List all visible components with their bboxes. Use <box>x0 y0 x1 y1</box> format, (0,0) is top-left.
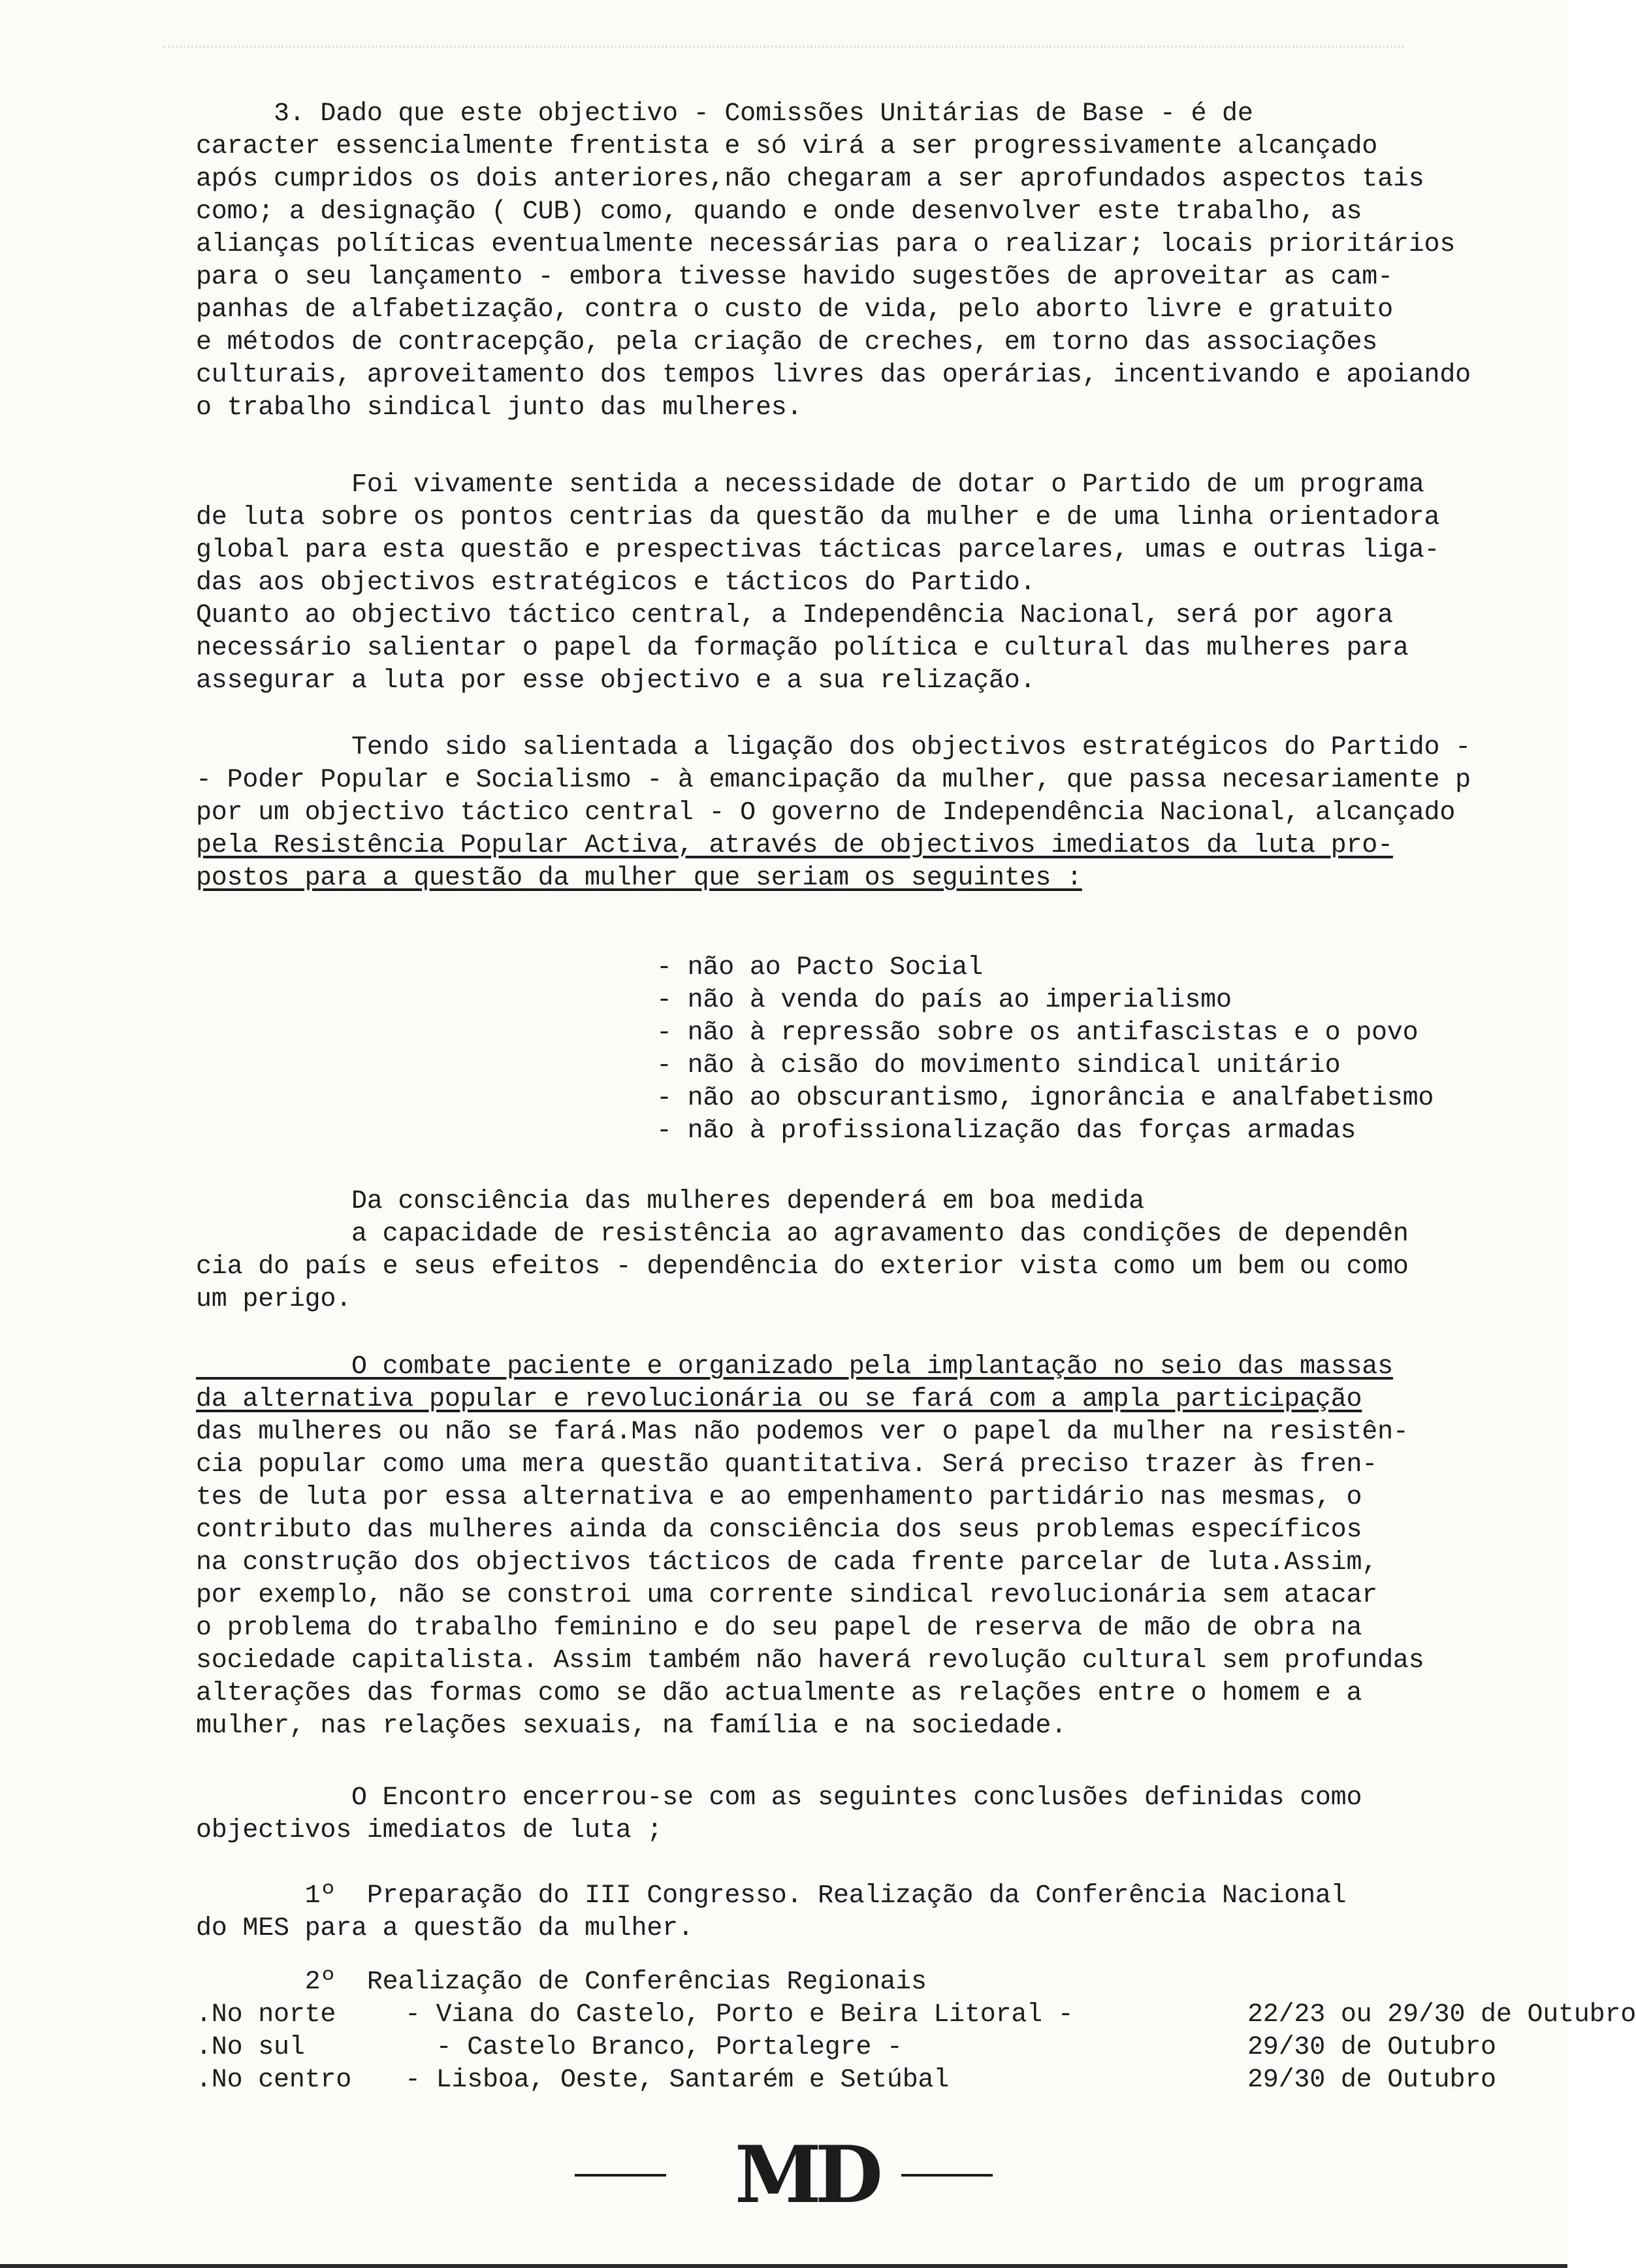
regional-table <box>196 1999 1636 2097</box>
text-line: um perigo. <box>196 1285 352 1314</box>
text-line: O Encontro encerrou-se com as seguintes conclusões definidas como <box>196 1783 1362 1813</box>
region-places: - Viana do Castelo, Porto e Beira Litoral - <box>405 2000 1074 2030</box>
paragraph-conclusoes <box>196 1782 1567 1847</box>
footer-dash-right <box>901 2174 993 2177</box>
text-line: e métodos de contracepção, pela criação de creches, em torno das associações <box>196 328 1378 357</box>
paragraph-consciencia <box>196 1186 1567 1316</box>
text-line: contributo das mulheres ainda da consciência dos seus problemas específicos <box>196 1515 1362 1545</box>
text-line: Tendo sido salientada a ligação dos objectivos estratégicos do Partido - <box>196 733 1471 762</box>
footer-signature-mark <box>575 2130 993 2221</box>
text-line: o problema do trabalho feminino e do seu papel de reserva de mão de obra na <box>196 1613 1362 1643</box>
paragraph-congresso <box>196 1880 1567 1945</box>
footer-initials: MD <box>735 2129 876 2221</box>
region-name: .No centro <box>196 2066 352 2095</box>
text-line: Foi vivamente sentida a necessidade de dotar o Partido de um programa <box>196 470 1424 500</box>
text-line: necessário salientar o papel da formação política e cultural das mulheres para <box>196 634 1409 663</box>
text-line: sociedade capitalista. Assim também não haverá revolução cultural sem profundas <box>196 1646 1424 1676</box>
text-line: do MES para a questão da mulher. <box>196 1914 694 1943</box>
text-line: tes de luta por essa alternativa e ao empenhamento partidário nas mesmas, o <box>196 1483 1362 1512</box>
text-line: cia popular como uma mera questão quantitativa. Será preciso trazer às fren- <box>196 1450 1378 1480</box>
text-line: das aos objectivos estratégicos e tácticos do Partido. <box>196 568 1036 598</box>
paragraph-combate <box>196 1351 1567 1743</box>
region-dates: 22/23 ou 29/30 de Outubro <box>1247 2000 1636 2030</box>
text-line: para o seu lançamento - embora tivesse havido sugestões de aproveitar as cam- <box>196 263 1393 292</box>
text-line: culturais, aproveitamento dos tempos livres das operárias, incentivando e apoiando <box>196 361 1471 390</box>
text-line: alterações das formas como se dão actualmente as relações entre o homem e a <box>196 1679 1362 1708</box>
text-line: global para esta questão e prespectivas tácticas parcelares, umas e outras liga- <box>196 536 1440 565</box>
regional-heading <box>196 1966 1567 1999</box>
regional-row <box>196 2064 1567 2097</box>
text-line: na construção dos objectivos tácticos de cada frente parcelar de luta.Assim, <box>196 1548 1378 1578</box>
text-line-underlined: postos para a questão da mulher que seriam os seguintes : <box>196 864 1082 893</box>
text-line: - Poder Popular e Socialismo - à emancipação da mulher, que passa necesariamente p <box>196 766 1471 795</box>
region-name: .No sul <box>196 2033 305 2062</box>
text-line: objectivos imediatos de luta ; <box>196 1816 663 1845</box>
text-line: o trabalho sindical junto das mulheres. <box>196 393 803 423</box>
text-line: cia do país e seus efeitos - dependência do exterior vista como um bem ou como <box>196 1252 1409 1282</box>
text-line-underlined: O combate paciente e organizado pela implantação no seio das massas <box>196 1352 1393 1382</box>
list-item: - não ao Pacto Social <box>656 953 983 982</box>
list-item: - não ao obscurantismo, ignorância e analfabetismo <box>656 1084 1434 1113</box>
regional-row <box>196 1999 1636 2032</box>
paragraph-objectivos <box>196 732 1567 895</box>
text-line: de luta sobre os pontos centrias da questão da mulher e de uma linha orientadora <box>196 503 1440 532</box>
region-places: - Lisboa, Oeste, Santarém e Setúbal <box>405 2066 950 2095</box>
paragraph-programa <box>196 469 1567 698</box>
text-line: panhas de alfabetização, contra o custo de vida, pelo aborto livre e gratuito <box>196 295 1393 325</box>
objectives-list <box>656 952 1538 1148</box>
list-item: - não à repressão sobre os antifascistas e o povo <box>656 1018 1419 1048</box>
regional-row <box>196 2032 1567 2064</box>
list-item: - não à profissionalização das forças armadas <box>656 1116 1356 1146</box>
text-line: 1º Preparação do III Congresso. Realização da Conferência Nacional <box>196 1881 1347 1911</box>
text-line: por exemplo, não se constroi uma corrente sindical revolucionária sem atacar <box>196 1581 1378 1610</box>
text-line: a capacidade de resistência ao agravamento das condições de dependên <box>196 1220 1409 1249</box>
text-line: como; a designação ( CUB) como, quando e onde desenvolver este trabalho, as <box>196 197 1362 227</box>
text-line: mulher, nas relações sexuais, na família e na sociedade. <box>196 1711 1067 1741</box>
text-line: assegurar a luta por esse objectivo e a sua relização. <box>196 666 1036 696</box>
text-line: por um objectivo táctico central - O governo de Independência Nacional, alcançado <box>196 798 1456 828</box>
text-line: 2º Realização de Conferências Regionais <box>196 1968 927 1997</box>
page-bottom-edge <box>0 2264 1567 2268</box>
paragraph-cub <box>196 98 1567 425</box>
scan-noise <box>163 46 1404 74</box>
text-line: caracter essencialmente frentista e só virá a ser progressivamente alcançado <box>196 132 1378 161</box>
region-dates: 29/30 de Outubro <box>1247 2066 1496 2095</box>
text-line: após cumpridos os dois anteriores,não chegaram a ser aprofundados aspectos tais <box>196 165 1424 194</box>
text-line-underlined: da alternativa popular e revolucionária ou se fará com a ampla participação <box>196 1385 1362 1414</box>
footer-dash-left <box>575 2174 666 2177</box>
region-dates: 29/30 de Outubro <box>1247 2033 1496 2062</box>
region-name: .No norte <box>196 2000 336 2030</box>
text-line: das mulheres ou não se fará.Mas não podemos ver o papel da mulher na resistên- <box>196 1418 1409 1447</box>
text-line: Da consciência das mulheres dependerá em boa medida <box>196 1187 1145 1216</box>
list-item: - não à venda do país ao imperialismo <box>656 986 1232 1015</box>
region-places: - Castelo Branco, Portalegre - <box>405 2033 903 2062</box>
text-line: 3. Dado que este objectivo - Comissões Unitárias de Base - é de <box>196 99 1253 129</box>
text-line-underlined: pela Resistência Popular Activa, através de objectivos imediatos da luta pro- <box>196 831 1393 860</box>
text-line: Quanto ao objectivo táctico central, a Independência Nacional, será por agora <box>196 601 1393 630</box>
list-item: - não à cisão do movimento sindical unitário <box>656 1051 1341 1080</box>
text-line: alianças políticas eventualmente necessárias para o realizar; locais prioritários <box>196 230 1456 259</box>
